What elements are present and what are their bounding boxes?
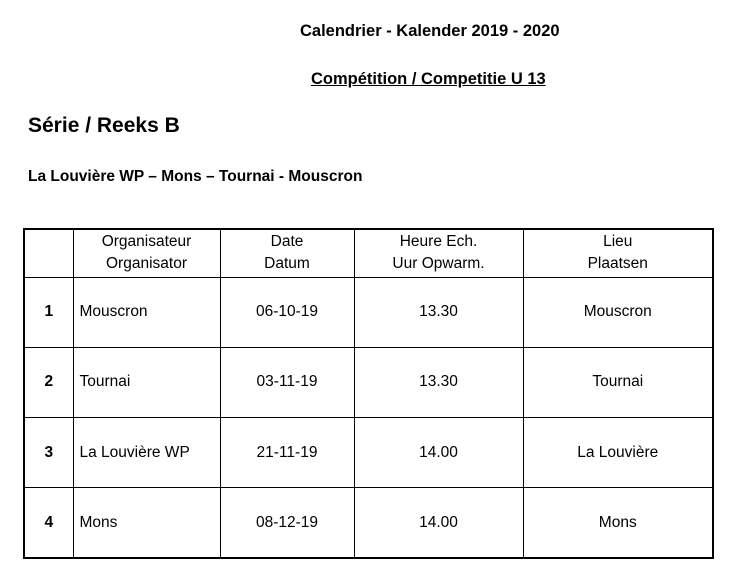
serie-heading: Série / Reeks B — [28, 114, 180, 137]
row-date: 03-11-19 — [220, 347, 354, 417]
table-row — [24, 488, 713, 558]
header-lieu-fr: Lieu — [603, 233, 633, 251]
row-number: 4 — [24, 488, 73, 558]
row-organisateur: Tournai — [73, 347, 220, 417]
row-lieu: Tournai — [523, 347, 713, 417]
row-heure: 13.30 — [354, 347, 523, 417]
row-date: 21-11-19 — [220, 418, 354, 488]
row-lieu: La Louvière — [523, 418, 713, 488]
row-organisateur: Mons — [73, 488, 220, 558]
row-lieu: Mons — [523, 488, 713, 558]
header-date — [220, 229, 354, 277]
calendar-title: Calendrier - Kalender 2019 - 2020 — [300, 22, 560, 40]
row-number: 3 — [24, 418, 73, 488]
header-date-fr: Date — [270, 233, 304, 251]
row-organisateur: Mouscron — [73, 277, 220, 347]
header-heure-fr: Heure Ech. — [399, 233, 478, 251]
row-number: 2 — [24, 347, 73, 417]
header-lieu-nl: Plaatsen — [587, 255, 648, 273]
header-organisateur-nl: Organisator — [106, 255, 187, 273]
table-row — [24, 418, 713, 488]
table-row — [24, 277, 713, 347]
row-date: 06-10-19 — [220, 277, 354, 347]
header-number — [24, 229, 73, 277]
header-heure-nl: Uur Opwarm. — [392, 255, 485, 273]
header-date-nl: Datum — [264, 255, 310, 273]
row-heure: 14.00 — [354, 418, 523, 488]
row-organisateur: La Louvière WP — [73, 418, 220, 488]
header-lieu — [523, 229, 713, 277]
table-row — [24, 347, 713, 417]
competition-subtitle: Compétition / Competitie U 13 — [311, 70, 546, 88]
row-date: 08-12-19 — [220, 488, 354, 558]
header-organisateur — [73, 229, 220, 277]
header-organisateur-fr: Organisateur — [101, 233, 192, 251]
teams-list: La Louvière WP – Mons – Tournai - Mouscron — [28, 168, 363, 185]
header-heure — [354, 229, 523, 277]
row-lieu: Mouscron — [523, 277, 713, 347]
row-heure: 14.00 — [354, 488, 523, 558]
schedule-table — [23, 228, 714, 559]
table-header-row — [24, 229, 713, 277]
row-heure: 13.30 — [354, 277, 523, 347]
row-number: 1 — [24, 277, 73, 347]
